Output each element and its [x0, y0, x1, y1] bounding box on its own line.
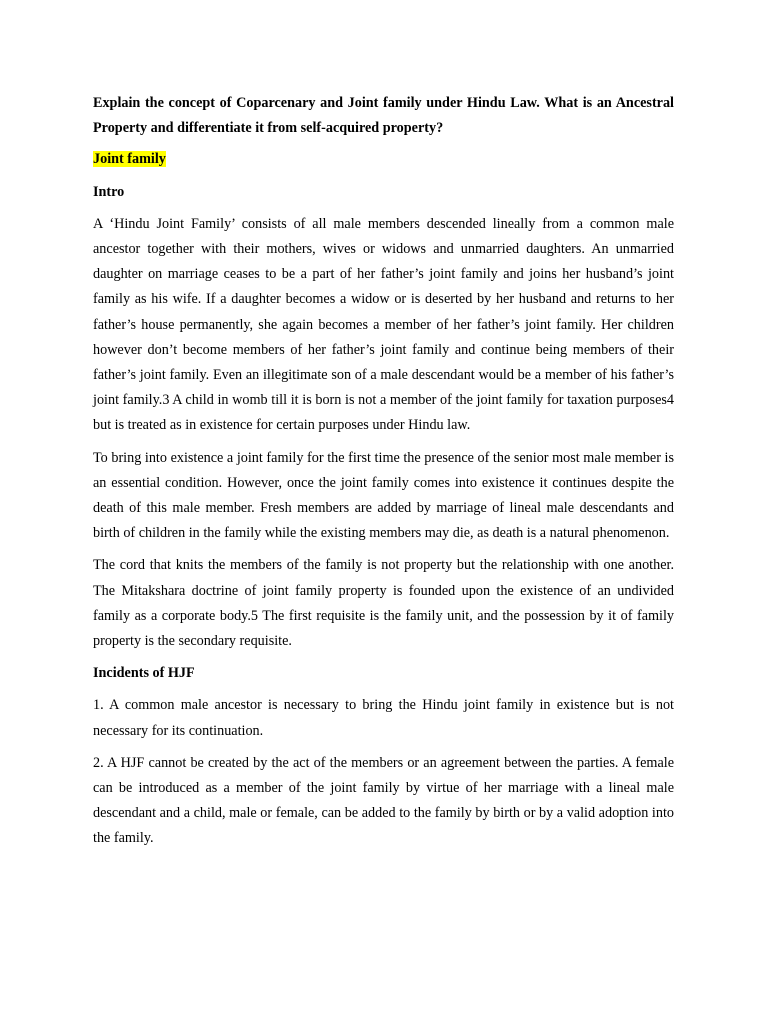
highlighted-heading-text: Joint family: [93, 151, 166, 168]
question-heading: Explain the concept of Coparcenary and Joint family under Hindu Law. What is an Ancestral Property and differentiate it from self-acquired property?: [93, 95, 674, 137]
intro-heading: Intro: [93, 183, 125, 200]
body-paragraph: A ‘Hindu Joint Family’ consists of all male members descended lineally from a common male ancestor together with their mothers, wives or widows and unmarried daughters. An unmarried daughter on marriage ceases to be a part of her father’s joint family and joins her husband’s joint family as his wife. If a daughter becomes a widow or is deserted by her husband and returns to her father’s house permanently, she again becomes a member of her father’s joint family. Her children however don’t become members of her father’s joint family and continue being members of their father’s joint family. Even an illegitimate son of a male descendant would be a member of his father’s joint family.3 A child in womb till it is born is not a member of the joint family for taxation purposes4 but is treated as in existence for certain purposes under Hindu law.: [93, 215, 674, 434]
body-paragraph: To bring into existence a joint family for the first time the presence of the senior most male member is an essential condition. However, once the joint family comes into existence it continues despite the death of this male member. Fresh members are added by marriage of lineal male descendants and birth of children in the family while the existing members may die, as death is a natural phenomenon.: [93, 449, 674, 542]
section-heading: [93, 147, 674, 172]
incident-item: 2. A HJF cannot be created by the act of the members or an agreement between the parties. A female can be introduced as a member of the joint family by virtue of her marriage with a lineal male descendant and a child, male or female, can be added to the family by birth or by a valid adoption into the family.: [93, 754, 674, 847]
body-paragraph: The cord that knits the members of the family is not property but the relationship with one another. The Mitakshara doctrine of joint family property is founded upon the existence of an undivided family as a corporate body.5 The first requisite is the family unit, and the possession by it of family property is the secondary requisite.: [93, 557, 674, 650]
incidents-heading: Incidents of HJF: [93, 665, 195, 682]
incident-item: 1. A common male ancestor is necessary to bring the Hindu joint family in existence but is not necessary for its continuation.: [93, 697, 674, 739]
document-page: [93, 91, 674, 859]
